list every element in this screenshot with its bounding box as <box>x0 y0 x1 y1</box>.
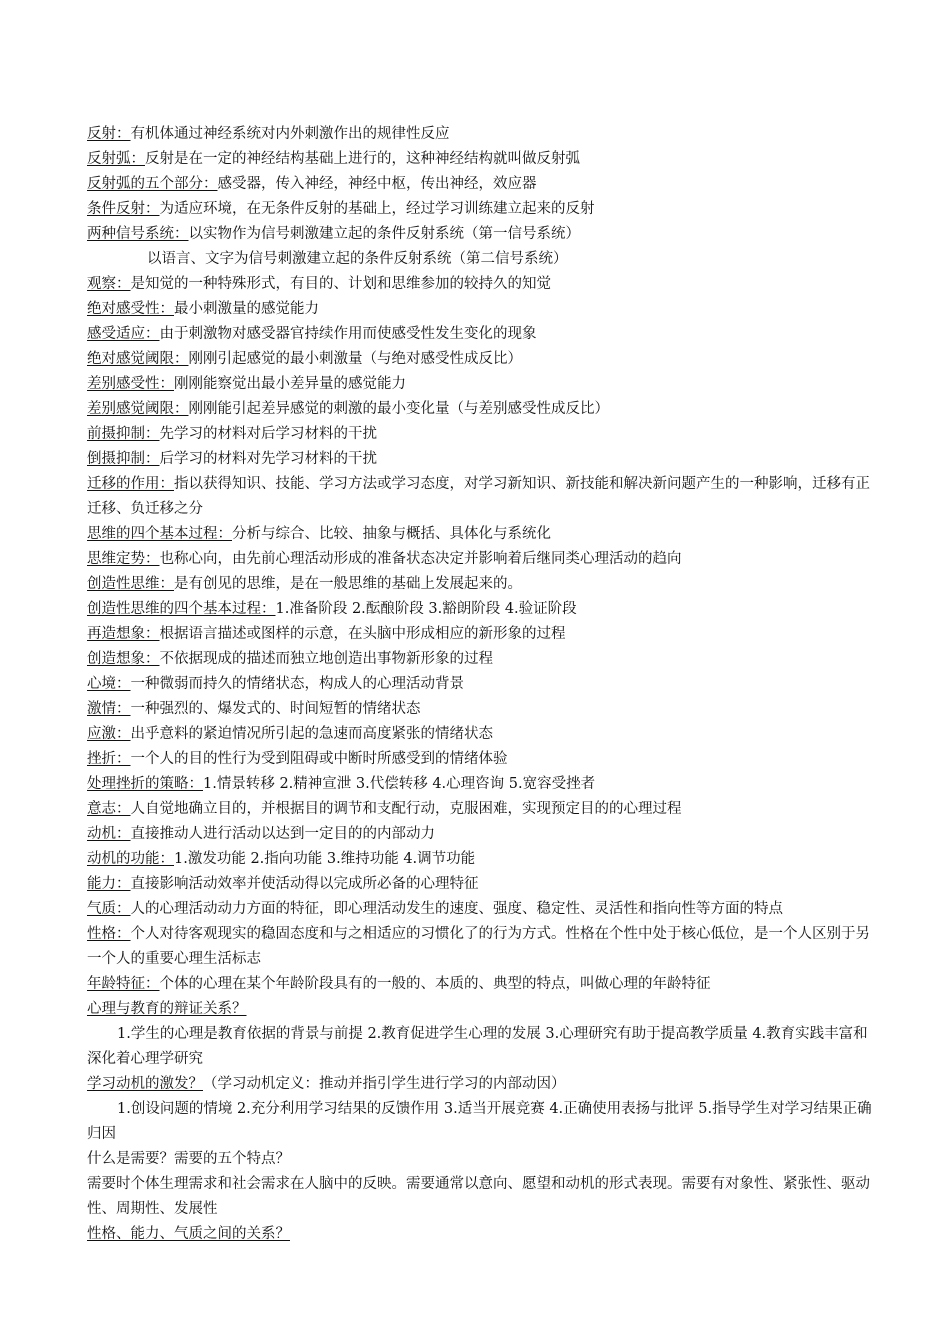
term-label: 年龄特征： <box>87 976 160 992</box>
term-label: 思维的四个基本过程： <box>87 526 232 542</box>
definition-line <box>87 922 877 972</box>
term-definition: 1.情景转移 2.精神宣泄 3.代偿转移 4.心理咨询 5.宽容受挫者 <box>203 776 596 792</box>
term-label: 心境： <box>87 676 131 692</box>
term-label: 两种信号系统： <box>87 226 189 242</box>
definition-line <box>87 372 877 397</box>
term-definition: 后学习的材料对先学习材料的干扰 <box>159 451 377 467</box>
term-definition: 以语言、文字为信号刺激建立起的条件反射系统（第二信号系统） <box>147 251 568 267</box>
definition-line <box>87 897 877 922</box>
term-label: 能力： <box>87 876 131 892</box>
term-definition: 刚刚能引起差异感觉的刺激的最小变化量（与差别感受性成反比） <box>188 401 609 417</box>
definition-line <box>87 447 877 472</box>
term-label: 意志： <box>87 801 131 817</box>
definition-line <box>87 647 877 672</box>
term-definition: 个体的心理在某个年龄阶段具有的一般的、本质的、典型的特点，叫做心理的年龄特征 <box>159 976 711 992</box>
term-definition: 人自觉地确立目的，并根据目的调节和支配行动，克服困难，实现预定目的的心理过程 <box>130 801 682 817</box>
term-definition: 一种强烈的、爆发式的、时间短暂的情绪状态 <box>130 701 421 717</box>
definition-line <box>87 547 877 572</box>
definition-line <box>87 522 877 547</box>
question-heading <box>87 1147 877 1172</box>
question-title: 学习动机的激发？ <box>87 1076 203 1092</box>
question-answer: 1.学生的心理是教育依据的背景与前提 2.教育促进学生心理的发展 3.心理研究有助于提高教学质量 4.教育实践丰富和深化着心理学研究 <box>87 1026 868 1067</box>
question-heading <box>87 1072 877 1097</box>
term-label: 迁移的作用： <box>87 476 174 492</box>
term-definition: 先学习的材料对后学习材料的干扰 <box>159 426 377 442</box>
definition-line <box>87 397 877 422</box>
term-label: 前摄抑制： <box>87 426 160 442</box>
question-answer: 需要时个体生理需求和社会需求在人脑中的反映。需要通常以意向、愿望和动机的形式表现。需要有对象性、紧张性、驱动性、周期性、发展性 <box>87 1176 870 1217</box>
question-answer: 1.创设问题的情境 2.充分利用学习结果的反馈作用 3.适当开展竞赛 4.正确使用表扬与批评 5.指导学生对学习结果正确归因 <box>87 1101 872 1142</box>
term-label: 性格： <box>87 926 131 942</box>
term-label: 再造想象： <box>87 626 160 642</box>
term-definition: 根据语言描述或图样的示意，在头脑中形成相应的新形象的过程 <box>159 626 566 642</box>
definition-line <box>87 847 877 872</box>
term-definition: 由于刺激物对感受器官持续作用而使感受性发生变化的现象 <box>159 326 537 342</box>
term-definition: 以实物作为信号刺激建立起的条件反射系统（第一信号系统） <box>188 226 580 242</box>
definition-line <box>87 147 877 172</box>
term-definition: 分析与综合、比较、抽象与概括、具体化与系统化 <box>232 526 551 542</box>
term-definition: 一种微弱而持久的情绪状态，构成人的心理活动背景 <box>130 676 464 692</box>
term-label: 创造想象： <box>87 651 160 667</box>
term-definition: 不依据现成的描述而独立地创造出事物新形象的过程 <box>159 651 493 667</box>
term-definition: 最小刺激量的感觉能力 <box>174 301 319 317</box>
term-label: 反射弧的五个部分： <box>87 176 218 192</box>
term-definition: 有机体通过神经系统对内外刺激作出的规律性反应 <box>130 126 450 142</box>
question-title: 什么是需要？需要的五个特点？ <box>87 1151 290 1167</box>
definition-line <box>87 572 877 597</box>
term-definition: 刚刚引起感觉的最小刺激量（与绝对感受性成反比） <box>188 351 522 367</box>
term-label: 差别感受性： <box>87 376 174 392</box>
term-definition: 人的心理活动动力方面的特征，即心理活动发生的速度、强度、稳定性、灵活性和指向性等方面的特点 <box>130 901 783 917</box>
term-label: 创造性思维： <box>87 576 174 592</box>
term-label: 倒摄抑制： <box>87 451 160 467</box>
term-label: 绝对感觉阈限： <box>87 351 189 367</box>
definition-line <box>87 797 877 822</box>
definition-line <box>87 822 877 847</box>
definition-line <box>87 422 877 447</box>
term-label: 观察： <box>87 276 131 292</box>
definition-line <box>87 972 877 997</box>
term-definition: 为适应环境，在无条件反射的基础上，经过学习训练建立起来的反射 <box>159 201 595 217</box>
term-label: 应激： <box>87 726 131 742</box>
term-label: 创造性思维的四个基本过程： <box>87 601 276 617</box>
term-label: 感受适应： <box>87 326 160 342</box>
term-definition: 指以获得知识、技能、学习方法或学习态度，对学习新知识、新技能和解决新问题产生的一种影响，迁移有正迁移、负迁移之分 <box>87 476 870 517</box>
question-heading <box>87 997 877 1022</box>
term-label: 气质： <box>87 901 131 917</box>
question-title: 性格、能力、气质之间的关系？ <box>87 1226 290 1242</box>
term-definition: 直接推动人进行活动以达到一定目的的内部动力 <box>130 826 435 842</box>
term-label: 反射： <box>87 126 131 142</box>
term-definition: 反射是在一定的神经结构基础上进行的，这种神经结构就叫做反射弧 <box>145 151 580 167</box>
definition-line <box>87 297 877 322</box>
question-heading <box>87 1222 877 1247</box>
term-label: 差别感觉阈限： <box>87 401 189 417</box>
term-definition: 出乎意料的紧迫情况所引起的急速而高度紧张的情绪状态 <box>130 726 493 742</box>
definition-line <box>87 272 877 297</box>
definition-line <box>87 697 877 722</box>
definition-line <box>87 872 877 897</box>
term-definition: 感受器，传入神经，神经中枢，传出神经，效应器 <box>217 176 537 192</box>
question-note: （学习动机定义：推动并指引学生进行学习的内部动因） <box>203 1076 566 1092</box>
term-definition: 1.准备阶段 2.酝酿阶段 3.豁朗阶段 4.验证阶段 <box>275 601 577 617</box>
definition-line <box>87 322 877 347</box>
definition-line <box>87 722 877 747</box>
term-label: 绝对感受性： <box>87 301 174 317</box>
term-label: 反射弧： <box>87 151 145 167</box>
definition-line <box>87 222 877 247</box>
definition-line <box>87 197 877 222</box>
term-label: 处理挫折的策略： <box>87 776 203 792</box>
term-label: 思维定势： <box>87 551 160 567</box>
term-label: 动机： <box>87 826 131 842</box>
definition-line <box>87 172 877 197</box>
term-definition: 个人对待客观现实的稳固态度和与之相适应的习惯化了的行为方式。性格在个性中处于核心低位，是一个人区别于另一个人的重要心理生活标志 <box>87 926 870 967</box>
definition-continuation <box>87 247 877 272</box>
definition-line <box>87 622 877 647</box>
term-definition: 也称心向，由先前心理活动形成的准备状态决定并影响着后继同类心理活动的趋向 <box>159 551 682 567</box>
term-definition: 1.激发功能 2.指向功能 3.维持功能 4.调节功能 <box>174 851 476 867</box>
definition-line <box>87 597 877 622</box>
definition-line <box>87 347 877 372</box>
definition-line <box>87 772 877 797</box>
term-label: 条件反射： <box>87 201 160 217</box>
term-label: 激情： <box>87 701 131 717</box>
definition-line <box>87 472 877 522</box>
term-definition: 是有创见的思维，是在一般思维的基础上发展起来的。 <box>174 576 522 592</box>
definition-line <box>87 122 877 147</box>
question-title: 心理与教育的辩证关系？ <box>87 1001 247 1017</box>
document-page <box>87 122 877 1247</box>
term-label: 动机的功能： <box>87 851 174 867</box>
term-definition: 刚刚能察觉出最小差异量的感觉能力 <box>174 376 406 392</box>
definition-line <box>87 672 877 697</box>
term-definition: 是知觉的一种特殊形式，有目的、计划和思维参加的较持久的知觉 <box>130 276 551 292</box>
term-definition: 一个人的目的性行为受到阻碍或中断时所感受到的情绪体验 <box>130 751 508 767</box>
definition-line <box>87 747 877 772</box>
term-definition: 直接影响活动效率并使活动得以完成所必备的心理特征 <box>130 876 479 892</box>
term-label: 挫折： <box>87 751 131 767</box>
